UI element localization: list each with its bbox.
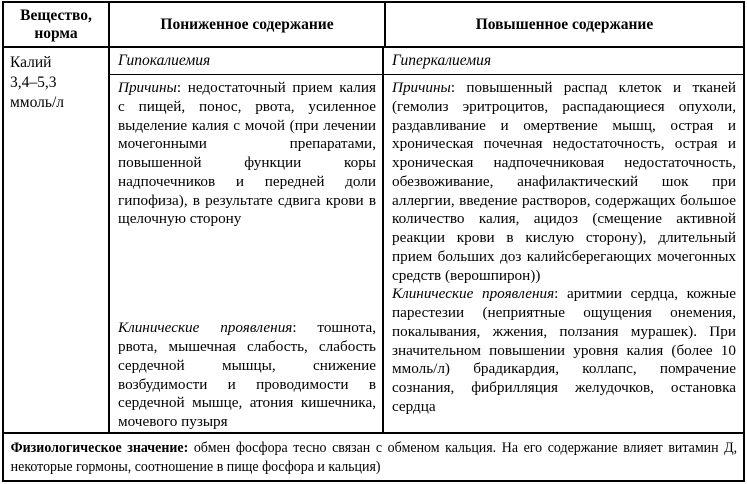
content-columns (110, 48, 743, 432)
high-causes-text: : повышенный распад клеток и тканей (гемолиз эритроцитов, распадающиеся опухоли, раздавливание и омертвение мышц, острая и хроническая почечная недостаточность, острая и хроническая надпочечниковая недостаточность, обезвоживание, анафилактический шок при аллергии, введение растворов, содержащих большое количество калия, ацидоз (смещение активной реакции крови в кислую сторону), длительный прием больших доз калийсберегающих мочегонных средств (верошпирон)) (392, 79, 736, 284)
low-clinical-paragraph (118, 319, 376, 432)
high-causes-paragraph (392, 79, 736, 285)
low-causes-text: : недостаточный прием калия с пищей, понос, рвота, усиленное выделение калия с мочой (при лечении мочегонными препаратами, повышенной функции коры надпочечников и передней доли гипофиза), в результате сдвига крови в щелочную сторону (118, 79, 376, 228)
substance-cell (4, 48, 110, 432)
low-causes-paragraph (118, 79, 376, 229)
condition-row (110, 48, 743, 75)
table-body-row (4, 48, 743, 434)
header-cell-substance: Вещество, норма (4, 3, 110, 46)
data-table (2, 1, 745, 482)
header-cell-low: Пониженное содержание (110, 3, 386, 46)
substance-name: Калий (10, 54, 52, 71)
high-clinical-paragraph (392, 285, 736, 416)
table-header-row (4, 3, 743, 48)
substance-range: 3,4–5,3 (10, 74, 57, 92)
detail-row (110, 75, 743, 432)
substance-units: ммоль/л (10, 94, 65, 112)
condition-hypokalemia: Гипокалиемия (110, 48, 384, 74)
condition-hyperkalemia: Гиперкалиемия (392, 52, 492, 69)
footer-label: Физиологическое значение: (10, 440, 189, 456)
low-clinical-label: Клинические проявления (118, 319, 293, 337)
high-content-cell (384, 75, 743, 432)
high-clinical-text: : аритмии сердца, кожные парестезии (неприятные ощущения онемения, покалывания, жжения, ползания мурашек). При значительном повышении уровня калия (более 10 ммоль/л) брадикардия, коллапс, помрачение сознания, фибрилляция желудочков, остановка сердца (392, 285, 737, 416)
header-cell-high: Повышенное содержание (475, 15, 654, 33)
high-causes-label: Причины (392, 79, 451, 96)
low-content-cell (110, 75, 384, 432)
low-clinical-text: : тошнота, рвота, мышечная слабость, слабость сердечной мышцы, снижение возбудимости и проводимости в сердечной мышце, атония кишечника, мочевого пузыря (118, 319, 377, 431)
footer-text: обмен фосфора тесно связан с обменом кальция. На его содержание влияет витамин Д, некоторые гормоны, соотношение в пище фосфора и кальция) (10, 440, 738, 475)
physiological-significance-footer (4, 434, 743, 480)
high-clinical-label: Клинические проявления (392, 285, 555, 303)
low-gap-spacer (118, 229, 376, 319)
low-causes-label: Причины (118, 79, 177, 96)
